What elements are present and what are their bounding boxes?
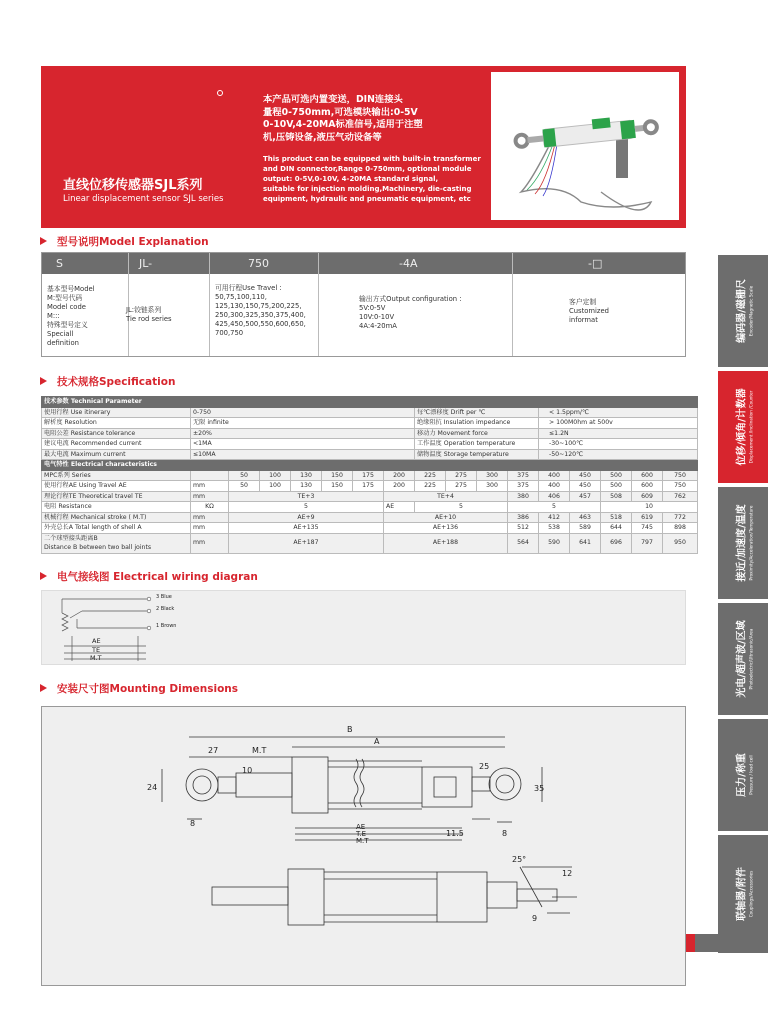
dim-8a: 8 bbox=[190, 819, 196, 828]
product-title-cn: 直线位移传感器SJL系列 bbox=[63, 178, 203, 193]
section-title-spec: 技术规格Specification bbox=[40, 374, 175, 389]
wire-1-label: 1 Brown bbox=[156, 623, 177, 629]
table-row: 电阻公差 Resistance tolerance ±20% 移动力 Movement force ≤1.2N bbox=[42, 428, 698, 439]
triangle-bullet-icon bbox=[40, 684, 47, 692]
table-row: 理论行程TE Theoretical travel TE mm TE+3 TE+4 380 406 457 508 609 762 bbox=[42, 491, 698, 502]
tab-proximity[interactable]: 接近/加速度/温度 Proximity/Acceleration/Temperature bbox=[718, 487, 768, 599]
model-col-output: 输出方式Output configuration : 5V:0-5V 10V:0-10V 4A:4-20mA bbox=[359, 295, 462, 330]
dim-angle: 25° bbox=[512, 855, 527, 864]
page-marker-red bbox=[686, 934, 695, 952]
table-row: 最大电流 Maximum current ≤10MA 储物温度 Storage temperature -50~120℃ bbox=[42, 449, 698, 460]
table-row: 机械行程 Mechanical stroke ( M.T) mm AE+9 AE+10 386 412 463 518 619 772 bbox=[42, 512, 698, 523]
description-cn: 本产品可选内置变送，DIN连接头 量程0-750mm,可选模块输出:0-5V 0-10V,4-20MA标准信号,适用于注塑 机,压铸设备,液压气动设备等 bbox=[263, 94, 423, 143]
model-header-jl: JL- bbox=[129, 253, 209, 274]
model-table bbox=[41, 252, 686, 357]
mounting-dimensions-drawing bbox=[41, 706, 686, 986]
dim-ae: AE bbox=[356, 823, 366, 831]
model-header-custom: -□ bbox=[513, 253, 685, 274]
tab-couplings[interactable]: 联轴器/附件 Couplings/Accessories bbox=[718, 835, 768, 953]
triangle-bullet-icon bbox=[40, 572, 47, 580]
model-col-travel: 可用行程Use Travel : 50,75,100,110, 125,130,150,75,200,225, 250,300,325,350,375,400, 425,450,500,550,600,650, 700,750 bbox=[215, 284, 306, 337]
dim-mt: M.T bbox=[252, 746, 267, 755]
dim-b: B bbox=[347, 725, 353, 734]
dim-12: 12 bbox=[562, 869, 573, 878]
table-row: 二个球型接头距离B Distance B between two ball joints mm AE+187 AE+188 564 590 641 696 797 950 bbox=[42, 533, 698, 553]
wire-3-label: 3 Blue bbox=[156, 594, 172, 600]
section-title-model: 型号说明Model Explanation bbox=[40, 234, 209, 249]
spec-group-electrical: 电气特性 Electrical characteristics bbox=[42, 460, 698, 471]
wire-2-label: 2 Black bbox=[156, 606, 175, 612]
triangle-bullet-icon bbox=[40, 237, 47, 245]
spec-table bbox=[41, 396, 698, 554]
table-row: 解析度 Resolution 无限 infinite 绝缘阻抗 Insulation impedance > 100M0hm at 500v bbox=[42, 418, 698, 429]
table-row: 电阻 Resistance KΩ 5 AE 5 5 10 bbox=[42, 502, 698, 513]
table-row: 建议电流 Recommended current <1MA 工作温度 Operation temperature -30~100℃ bbox=[42, 439, 698, 450]
section-title-wiring: 电气接线图 Electrical wiring diagran bbox=[40, 569, 258, 584]
hero-banner bbox=[41, 66, 686, 228]
dim-24: 24 bbox=[147, 783, 158, 792]
dim-mt2: M.T bbox=[356, 837, 369, 845]
model-header-750: 750 bbox=[210, 253, 318, 274]
dim-10: 10 bbox=[242, 766, 253, 775]
tab-photoelectric[interactable]: 光电/超声波/区域 Photoelectric/Ultrasonic/Area bbox=[718, 603, 768, 715]
dim-a: A bbox=[374, 737, 380, 746]
tab-encoder[interactable]: 编码器/磁栅尺 Encoder/Magnetic Scale bbox=[718, 255, 768, 367]
page-marker-grey bbox=[695, 934, 718, 952]
table-row: 外壳总长A Total length of shell A mm AE+135 AE+136 512 538 589 644 745 898 bbox=[42, 523, 698, 534]
dim-27: 27 bbox=[208, 746, 219, 755]
section-title-dims: 安装尺寸图Mounting Dimensions bbox=[40, 681, 238, 696]
description-en: This product can be equipped with built-in transformer and DIN connector,Range 0-750mm, optional module output: 0-5V,0-10V, 4-20MA standard signal, suitable for injection molding,Machinery, die-casting equipment, hydraulic and pneumatic equipment, etc bbox=[263, 155, 481, 203]
dim-35: 35 bbox=[534, 784, 545, 793]
model-col-basic: 基本型号Model M:型号代码 Model code M::: 特殊型号定义 Speciall definition bbox=[47, 285, 95, 347]
model-col-customized: 客户定制 Customized informat bbox=[569, 298, 609, 324]
tab-displacement[interactable]: 位移/倾角/计数器 Displacement /Inclination /Counter bbox=[718, 371, 768, 483]
dim-8b: 8 bbox=[502, 829, 508, 838]
model-header-s: S bbox=[42, 253, 128, 274]
wiring-ae-label: AE bbox=[92, 637, 101, 645]
table-row: 使用行程AE Using Travel AE mm 50 100 130 150 175 200 225 275 300 375 400 450 500 600 750 bbox=[42, 481, 698, 492]
wiring-diagram bbox=[41, 590, 686, 665]
spec-group-technical: 技术参数 Technical Parameter bbox=[42, 397, 698, 408]
triangle-bullet-icon bbox=[40, 377, 47, 385]
dim-9: 9 bbox=[532, 914, 538, 923]
model-col-series: JL:铰链系列 Tie rod series bbox=[126, 306, 172, 323]
wiring-mt-label: M.T bbox=[90, 654, 102, 662]
product-title-en: Linear displacement sensor SJL series bbox=[63, 194, 224, 204]
table-row: MPC系列 Series 50 100 130 150 175 200 225 275 300 375 400 450 500 600 750 bbox=[42, 470, 698, 481]
product-photo bbox=[491, 72, 679, 220]
dim-te: T.E bbox=[356, 830, 367, 838]
table-row: 使用行程 Use itinerary 0-750 每℃漂移度 Drift per ℃ < 1.5ppm/℃ bbox=[42, 407, 698, 418]
wiring-te-label: TE bbox=[92, 646, 101, 654]
circle-mark-icon bbox=[217, 90, 223, 96]
tab-pressure[interactable]: 压力/称重 Pressure / load cell bbox=[718, 719, 768, 831]
dim-11-5: 11.5 bbox=[446, 829, 464, 838]
dim-25: 25 bbox=[479, 762, 490, 771]
model-header-4a: -4A bbox=[319, 253, 512, 274]
